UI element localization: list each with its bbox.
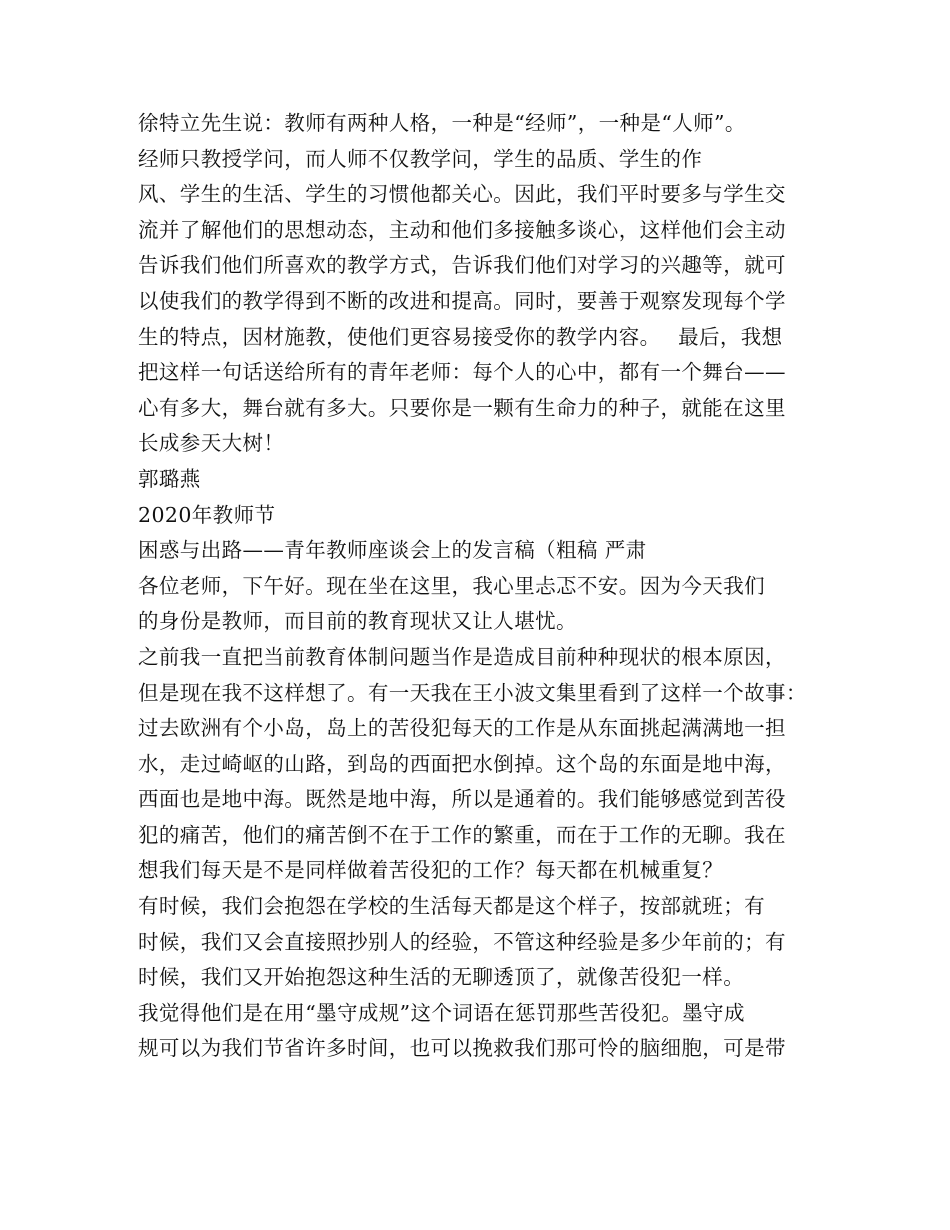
text-line: 生的特点，因材施教，使他们更容易接受你的教学内容。 最后，我想 (138, 324, 783, 349)
text-line: 有时候，我们会抱怨在学校的生活每天都是这个样子，按部就班；有 (138, 894, 765, 919)
text-line: 各位老师，下午好。现在坐在这里，我心里忐忑不安。因为今天我们 (138, 573, 765, 598)
text-line: 心有多大，舞台就有多大。只要你是一颗有生命力的种子，就能在这里 (138, 395, 786, 420)
text-line: 2020年教师节 (138, 502, 276, 527)
text-line: 的身份是教师，而目前的教育现状又让人堪忧。 (138, 609, 577, 634)
text-line: 但是现在我不这样想了。有一天我在王小波文集里看到了这样一个故事： (138, 680, 807, 705)
text-line: 困惑与出路——青年教师座谈会上的发言稿（粗稿 严肃 (138, 538, 647, 563)
text-line: 以使我们的教学得到不断的改进和提高。同时，要善于观察发现每个学 (138, 288, 786, 313)
text-line: 西面也是地中海。既然是地中海，所以是通着的。我们能够感觉到苦役 (138, 787, 786, 812)
text-line: 经师只教授学问，而人师不仅教学问，学生的品质、学生的作 (138, 146, 703, 171)
text-line: 徐特立先生说：教师有两种人格，一种是“经师”，一种是“人师”。 (138, 111, 746, 135)
text-line: 告诉我们他们所喜欢的教学方式，告诉我们他们对学习的兴趣等，就可 (138, 253, 786, 278)
text-line: 水，走过崎岖的山路，到岛的西面把水倒掉。这个岛的东面是地中海， (138, 751, 786, 776)
text-line: 犯的痛苦，他们的痛苦倒不在于工作的繁重，而在于工作的无聊。我在 (138, 822, 786, 847)
text-line: 郭璐燕 (138, 466, 201, 491)
text-line: 之前我一直把当前教育体制问题当作是造成目前种种现状的根本原因， (138, 644, 786, 669)
text-line: 过去欧洲有个小岛，岛上的苦役犯每天的工作是从东面挑起满满地一担 (138, 716, 786, 741)
text-line: 时候，我们又会直接照抄别人的经验，不管这种经验是多少年前的；有 (138, 929, 786, 954)
text-line: 时候，我们又开始抱怨这种生活的无聊透顶了，就像苦役犯一样。 (138, 965, 745, 990)
text-line: 想我们每天是不是同样做着苦役犯的工作？每天都在机械重复？ (138, 858, 724, 883)
text-line: 流并了解他们的思想动态，主动和他们多接触多谈心，这样他们会主动 (138, 217, 786, 242)
document-body (138, 106, 838, 1067)
text-line: 规可以为我们节省许多时间，也可以挽救我们那可怜的脑细胞，可是带 (138, 1036, 786, 1061)
text-line: 风、学生的生活、学生的习惯他都关心。因此，我们平时要多与学生交 (138, 182, 786, 207)
text-line: 把这样一句话送给所有的青年老师：每个人的心中，都有一个舞台—— (138, 360, 786, 385)
text-line: 长成参天大树！ (138, 431, 285, 456)
text-line: 我觉得他们是在用“墨守成规”这个词语在惩罚那些苦役犯。墨守成 (138, 1000, 745, 1025)
